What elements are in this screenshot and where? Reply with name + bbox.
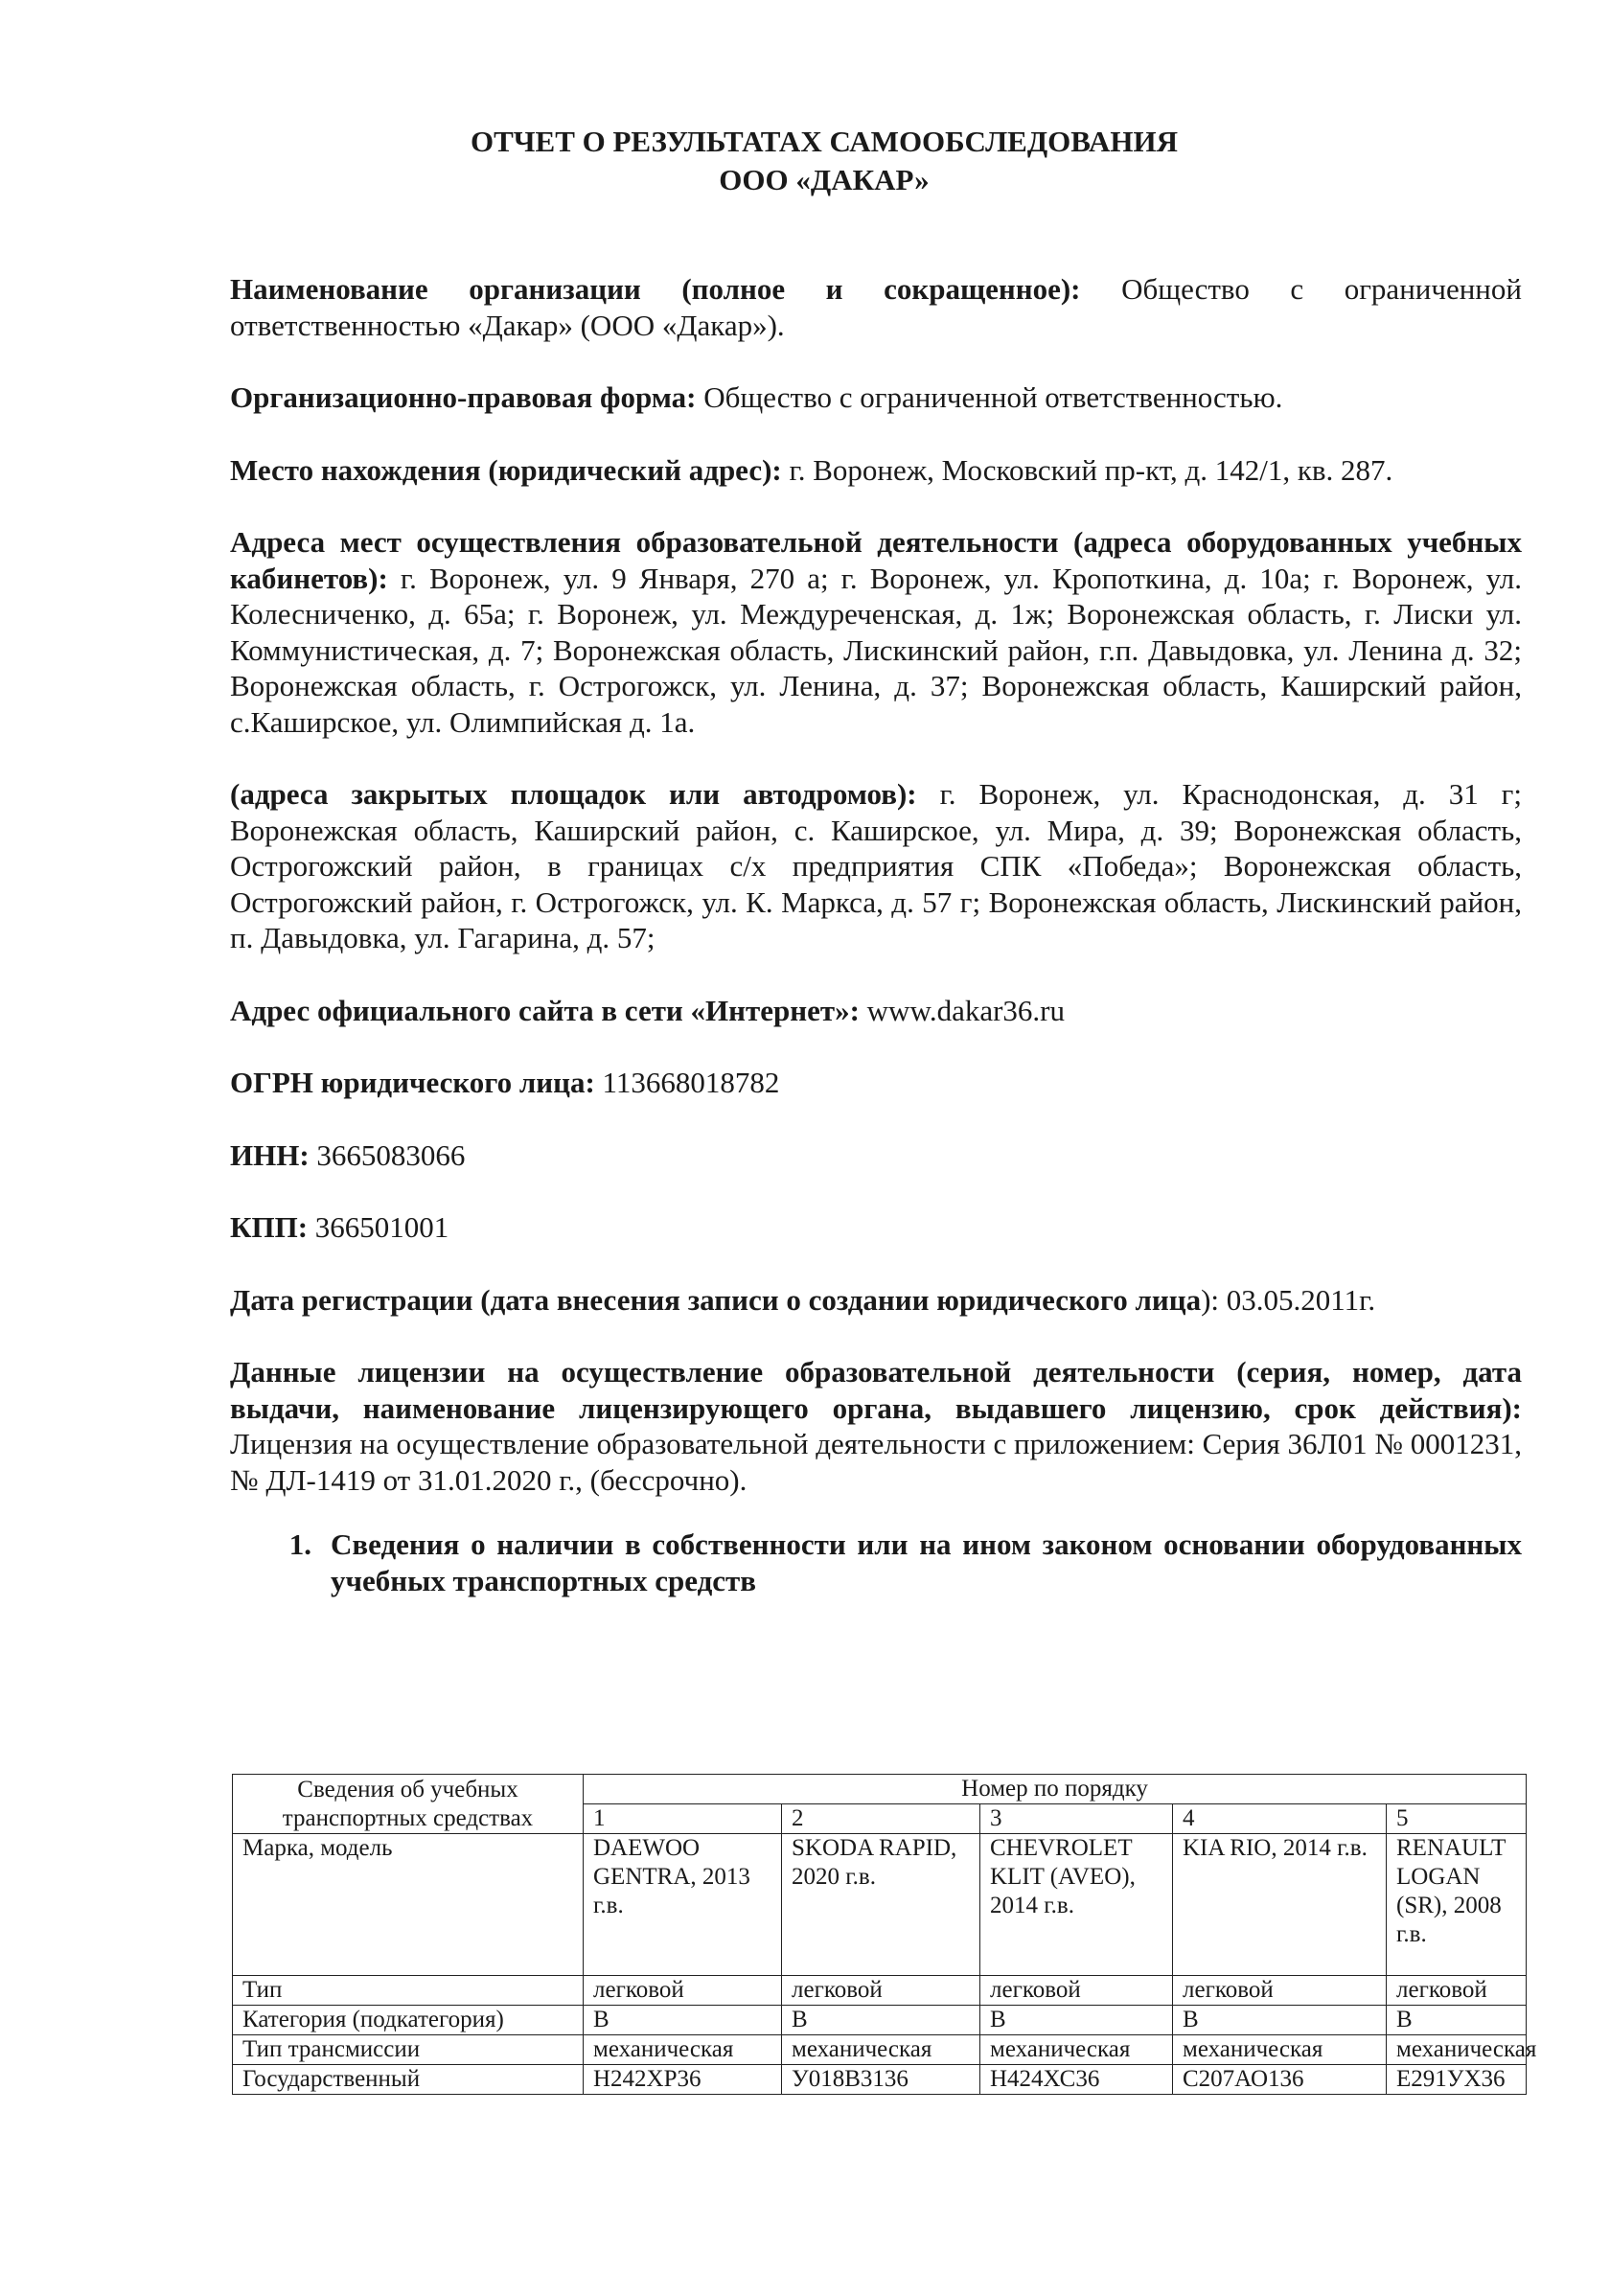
org-name-label: Наименование организации (полное и сокращенное): [230,272,1081,306]
table-cell: B [584,2006,782,2035]
section-1-heading [230,1527,1522,1598]
document-body [230,271,1522,1598]
table-cell: B [980,2006,1173,2035]
table-cell: RENAULT LOGAN (SR), 2008 г.в. [1387,1834,1527,1976]
table-row [233,1834,1527,1976]
table-cell: легковой [1173,1976,1387,2006]
legal-form-field [230,379,1522,416]
column-number-cell: 2 [782,1804,980,1834]
table-cell: С207АО136 [1173,2065,1387,2095]
legal-form-value: Общество с ограниченной ответственностью. [696,380,1283,414]
table-cell: CHEVROLET KLIT (AVEO), 2014 г.в. [980,1834,1173,1976]
table-cell: механическая [584,2035,782,2065]
table-cell: механическая [1387,2035,1527,2065]
row-label-cell: Категория (подкатегория) [233,2006,584,2035]
table-cell: механическая [980,2035,1173,2065]
kpp-value: 366501001 [308,1210,449,1244]
legal-form-label: Организационно-правовая форма: [230,380,697,414]
license-value: Лицензия на осуществление образовательной деятельности с приложением: Серия 36Л01 № 0001231, № ДЛ-1419 от 31.01.2020 г., (бессрочно). [230,1427,1522,1497]
table-cell: Н242ХР36 [584,2065,782,2095]
license-label: Данные лицензии на осуществление образовательной деятельности (серия, номер, дата выдачи, наименование лицензирующего органа, выдавшего лицензию, срок действия): [230,1355,1522,1425]
table-cell: B [1173,2006,1387,2035]
table-cell: легковой [782,1976,980,2006]
vehicles-table [232,1774,1537,2095]
table-cell: B [782,2006,980,2035]
org-name-value: Общество с ограниченной ответственностью «Дакар» (ООО «Дакар»). [230,272,1522,342]
registration-field [230,1282,1522,1319]
org-name-field [230,271,1522,343]
table-row [233,2035,1527,2065]
inn-label: ИНН: [230,1137,310,1172]
table-row [233,2065,1527,2095]
table-cell: легковой [584,1976,782,2006]
inn-field [230,1137,1522,1174]
column-number-cell: 4 [1173,1804,1387,1834]
table-cell: легковой [980,1976,1173,2006]
classroom-addresses-field [230,524,1522,740]
legal-address-value: г. Воронеж, Московский пр-кт, д. 142/1, кв. 287. [781,452,1393,487]
registration-label: Дата регистрации (дата внесения записи о создании юридического лица [230,1282,1202,1317]
table-cell: механическая [1173,2035,1387,2065]
table-cell: KIA RIO, 2014 г.в. [1173,1834,1387,1976]
table-header-row [233,1775,1527,1804]
table-row [233,1976,1527,2006]
track-addresses-field [230,776,1522,956]
website-field [230,993,1522,1029]
column-number-cell: 3 [980,1804,1173,1834]
legal-address-label: Место нахождения (юридический адрес): [230,452,782,487]
track-addresses-label: (адреса закрытых площадок или автодромов): [230,777,917,811]
row-label-cell: Марка, модель [233,1834,584,1976]
column-number-cell: 5 [1387,1804,1527,1834]
ogrn-field [230,1065,1522,1101]
document-title [38,123,1610,199]
website-label: Адрес официального сайта в сети «Интернет»: [230,993,860,1027]
table-cell: Н424ХС36 [980,2065,1173,2095]
license-field [230,1354,1522,1498]
website-value: www.dakar36.ru [859,993,1065,1027]
table-cell: механическая [782,2035,980,2065]
table-cell: Е291УХ36 [1387,2065,1527,2095]
registration-value: ): 03.05.2011г. [1201,1282,1376,1317]
classroom-addresses-label: Адреса мест осуществления образовательной деятельности (адреса оборудованных учебных кабинетов): [230,525,1522,595]
table-row [233,2006,1527,2035]
track-addresses-value: г. Воронеж, ул. Краснодонская, д. 31 г; Воронежская область, Каширский район, с. Каширское, ул. Мира, д. 39; Воронежская область, Острогожский район, в границах с/х предприятия СПК «Победа»; Воронежская область, Острогожский район, г. Острогожск, ул. К. Маркса, д. 57 г; Воронежская область, Лискинский район, п. Давыдовка, ул. Гагарина, д. 57; [230,777,1522,954]
section-1-title: Сведения о наличии в собственности или на ином законом основании оборудованных учебных транспортных средств [331,1527,1522,1597]
table-cell: У018В3136 [782,2065,980,2095]
title-line-1: ОТЧЕТ О РЕЗУЛЬТАТАХ САМООБСЛЕДОВАНИЯ [470,125,1179,158]
kpp-label: КПП: [230,1210,309,1244]
kpp-field [230,1209,1522,1246]
title-line-2: ООО «ДАКАР» [719,163,930,196]
row-label-cell: Тип [233,1976,584,2006]
table-cell: B [1387,2006,1527,2035]
section-1-number: 1. [288,1527,311,1561]
column-number-cell: 1 [584,1804,782,1834]
ogrn-value: 113668018782 [594,1066,780,1099]
inn-value: 3665083066 [309,1137,466,1172]
table-cell: легковой [1387,1976,1527,2006]
ogrn-label: ОГРН юридического лица: [230,1066,595,1099]
row-label-cell: Государственный [233,2065,584,2095]
table-cell: SKODA RAPID, 2020 г.в. [782,1834,980,1976]
classroom-addresses-value: г. Воронеж, ул. 9 Января, 270 а; г. Воронеж, ул. Кропоткина, д. 10а; г. Воронеж, ул. Колесниченко, д. 65а; г. Воронеж, ул. Междуреченская, д. 1ж; Воронежская область, г. Лиски ул. Коммунистическая, д. 7; Воронежская область, Лискинский район, г.п. Давыдовка, ул. Ленина д. 32; Воронежская область, г. Острогожск, ул. Ленина, д. 37; Воронежская область, Каширский район, с.Каширское, ул. Олимпийская д. 1а. [230,561,1522,739]
order-header-cell: Номер по порядку [584,1775,1527,1804]
row-label-cell: Тип трансмиссии [233,2035,584,2065]
corner-header-cell: Сведения об учебных транспортных средствах [233,1775,584,1834]
table-cell: DAEWOO GENTRA, 2013 г.в. [584,1834,782,1976]
legal-address-field [230,452,1522,489]
